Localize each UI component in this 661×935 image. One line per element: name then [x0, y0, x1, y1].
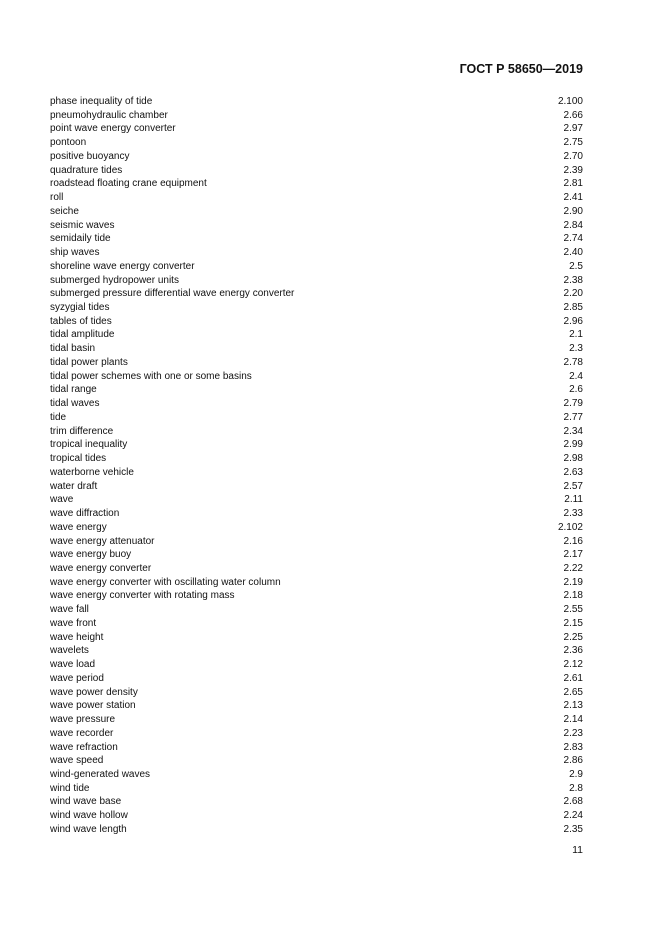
index-entry [50, 686, 583, 700]
index-term: wave period [50, 672, 104, 684]
index-entry [50, 370, 583, 384]
index-term: wave diffraction [50, 508, 120, 520]
index-entry [50, 411, 583, 425]
index-reference: 2.68 [563, 796, 583, 808]
index-reference: 2.98 [563, 453, 583, 465]
index-term: submerged pressure differential wave energy converter [50, 288, 295, 300]
index-reference: 2.38 [563, 274, 583, 286]
index-entry [50, 699, 583, 713]
index-entry [50, 535, 583, 549]
index-reference: 2.20 [563, 288, 583, 300]
index-entry [50, 809, 583, 823]
index-reference: 2.97 [563, 123, 583, 135]
index-term: wave power density [50, 686, 138, 698]
index-term: wavelets [50, 645, 89, 657]
index-reference: 2.55 [563, 604, 583, 616]
index-reference: 2.102 [557, 521, 583, 533]
index-term: wave height [50, 631, 104, 643]
index-entry [50, 260, 583, 274]
index-entry [50, 562, 583, 576]
index-entry [50, 795, 583, 809]
index-reference: 2.75 [563, 137, 583, 149]
index-reference: 2.84 [563, 219, 583, 231]
index-reference: 2.13 [563, 700, 583, 712]
index-term: wind tide [50, 782, 90, 794]
index-entry [50, 754, 583, 768]
index-term: submerged hydropower units [50, 274, 179, 286]
index-term: waterborne vehicle [50, 466, 134, 478]
term-index-list [50, 95, 583, 837]
index-reference: 2.99 [563, 439, 583, 451]
index-reference: 2.8 [569, 782, 583, 794]
index-entry [50, 576, 583, 590]
index-reference: 2.100 [557, 96, 583, 107]
index-term: wave energy converter [50, 562, 152, 574]
index-entry [50, 205, 583, 219]
index-reference: 2.3 [569, 343, 583, 355]
index-reference: 2.63 [563, 466, 583, 478]
index-term: wind wave length [50, 823, 127, 835]
index-entry [50, 122, 583, 136]
index-entry [50, 631, 583, 645]
index-reference: 2.6 [569, 384, 583, 396]
index-term: tables of tides [50, 315, 112, 327]
index-entry [50, 232, 583, 246]
index-term: wave fall [50, 604, 89, 616]
index-reference: 2.79 [563, 398, 583, 410]
index-term: syzygial tides [50, 302, 110, 314]
index-reference: 2.70 [563, 150, 583, 162]
index-term: phase inequality of tide [50, 96, 153, 107]
index-reference: 2.12 [563, 659, 583, 671]
index-reference: 2.90 [563, 205, 583, 217]
index-term: tidal power plants [50, 356, 128, 368]
index-reference: 2.83 [563, 741, 583, 753]
index-entry [50, 493, 583, 507]
index-term: trim difference [50, 425, 114, 437]
index-term: pneumohydraulic chamber [50, 109, 168, 121]
index-term: roadstead floating crane equipment [50, 178, 207, 190]
index-entry [50, 177, 583, 191]
index-term: tidal basin [50, 343, 96, 355]
index-term: tropical inequality [50, 439, 128, 451]
index-reference: 2.11 [564, 494, 583, 506]
index-reference: 2.66 [563, 109, 583, 121]
index-term: wind wave base [50, 796, 122, 808]
index-reference: 2.1 [569, 329, 583, 341]
index-entry [50, 644, 583, 658]
index-entry [50, 658, 583, 672]
index-term: shoreline wave energy converter [50, 260, 195, 272]
page-number: 11 [572, 844, 583, 856]
index-entry [50, 274, 583, 288]
index-reference: 2.86 [563, 755, 583, 767]
index-term: ship waves [50, 247, 100, 259]
index-term: tidal range [50, 384, 97, 396]
index-term: semidaily tide [50, 233, 111, 245]
index-term: point wave energy converter [50, 123, 176, 135]
index-entry [50, 727, 583, 741]
index-term: wave energy [50, 521, 107, 533]
index-reference: 2.22 [563, 562, 583, 574]
index-reference: 2.81 [563, 178, 583, 190]
index-reference: 2.61 [563, 672, 583, 684]
index-term: wave energy attenuator [50, 535, 155, 547]
index-reference: 2.57 [563, 480, 583, 492]
index-entry [50, 342, 583, 356]
index-reference: 2.5 [569, 260, 583, 272]
index-term: wave pressure [50, 714, 116, 726]
index-entry [50, 287, 583, 301]
index-reference: 2.40 [563, 247, 583, 259]
index-term: wave load [50, 659, 96, 671]
index-term: wave power station [50, 700, 136, 712]
index-term: roll [50, 192, 64, 204]
index-entry [50, 438, 583, 452]
index-entry [50, 301, 583, 315]
index-reference: 2.9 [569, 768, 583, 780]
index-reference: 2.36 [563, 645, 583, 657]
index-term: water draft [50, 480, 98, 492]
index-entry [50, 136, 583, 150]
index-term: wave speed [50, 755, 104, 767]
index-term: wind-generated waves [50, 768, 151, 780]
index-entry [50, 219, 583, 233]
index-reference: 2.33 [563, 508, 583, 520]
index-entry [50, 328, 583, 342]
index-entry [50, 672, 583, 686]
index-entry [50, 383, 583, 397]
index-entry [50, 741, 583, 755]
index-term: tidal waves [50, 398, 100, 410]
index-term: tropical tides [50, 453, 107, 465]
index-term: tide [50, 411, 67, 423]
index-entry [50, 480, 583, 494]
index-term: pontoon [50, 137, 87, 149]
index-reference: 2.24 [563, 810, 583, 822]
index-term: wind wave hollow [50, 810, 128, 822]
index-reference: 2.65 [563, 686, 583, 698]
index-entry [50, 246, 583, 260]
index-entry [50, 713, 583, 727]
index-term: positive buoyancy [50, 150, 130, 162]
index-reference: 2.34 [563, 425, 583, 437]
index-entry [50, 425, 583, 439]
index-reference: 2.14 [563, 714, 583, 726]
index-term: tidal power schemes with one or some basins [50, 370, 252, 382]
index-term: wave front [50, 617, 97, 629]
index-reference: 2.41 [563, 192, 583, 204]
index-term: wave [50, 494, 74, 506]
index-reference: 2.17 [563, 549, 583, 561]
index-reference: 2.23 [563, 727, 583, 739]
index-term: wave recorder [50, 727, 114, 739]
index-entry [50, 315, 583, 329]
index-term: tidal amplitude [50, 329, 115, 341]
index-term: wave refraction [50, 741, 118, 753]
index-reference: 2.77 [563, 411, 583, 423]
index-entry [50, 768, 583, 782]
index-entry [50, 603, 583, 617]
index-term: seismic waves [50, 219, 115, 231]
index-entry [50, 191, 583, 205]
index-entry [50, 95, 583, 109]
index-entry [50, 452, 583, 466]
index-reference: 2.16 [563, 535, 583, 547]
index-reference: 2.18 [563, 590, 583, 602]
index-term: quadrature tides [50, 164, 123, 176]
index-entry [50, 823, 583, 837]
index-entry [50, 356, 583, 370]
index-entry [50, 617, 583, 631]
index-reference: 2.19 [563, 576, 583, 588]
index-reference: 2.96 [563, 315, 583, 327]
index-term: wave energy buoy [50, 549, 132, 561]
index-term: wave energy converter with oscillating water column [50, 576, 281, 588]
index-reference: 2.74 [563, 233, 583, 245]
index-reference: 2.85 [563, 302, 583, 314]
index-term: wave energy converter with rotating mass [50, 590, 235, 602]
index-reference: 2.4 [569, 370, 583, 382]
index-reference: 2.39 [563, 164, 583, 176]
index-entry [50, 150, 583, 164]
index-reference: 2.78 [563, 356, 583, 368]
index-entry [50, 109, 583, 123]
index-entry [50, 521, 583, 535]
index-entry [50, 507, 583, 521]
index-entry [50, 589, 583, 603]
index-entry [50, 782, 583, 796]
index-reference: 2.25 [563, 631, 583, 643]
index-entry [50, 397, 583, 411]
index-term: seiche [50, 205, 79, 217]
document-standard-header: ГОСТ Р 58650—2019 [459, 62, 583, 76]
index-reference: 2.35 [563, 823, 583, 835]
index-entry [50, 164, 583, 178]
index-entry [50, 548, 583, 562]
index-reference: 2.15 [563, 617, 583, 629]
index-entry [50, 466, 583, 480]
